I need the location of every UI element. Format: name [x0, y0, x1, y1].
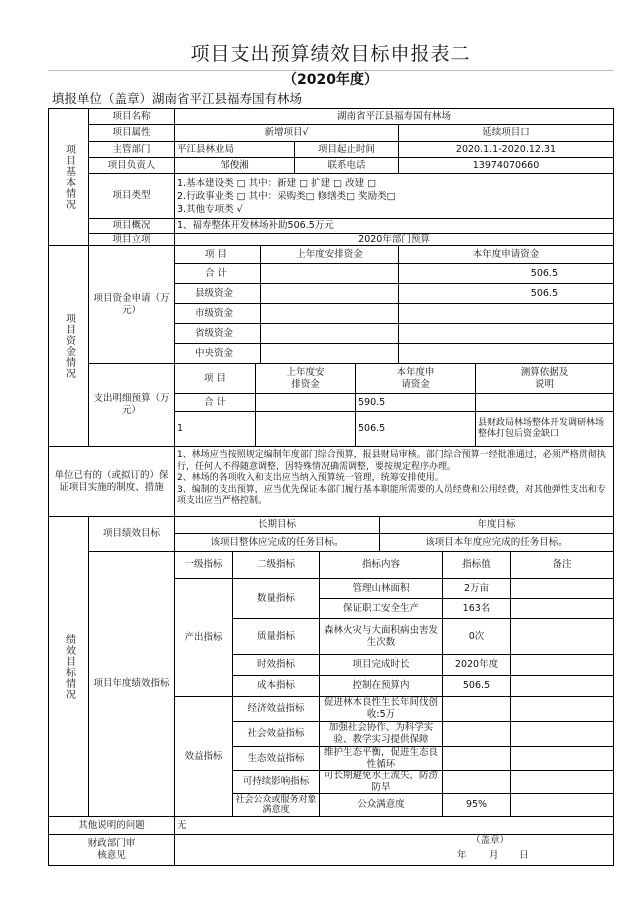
funds-row-label: 省级资金 — [175, 324, 261, 344]
detail-col-item: 项 目 — [175, 364, 256, 394]
h-value: 指标值 — [443, 552, 511, 579]
detail-col-basis: 测算依据及说明 — [476, 364, 614, 394]
indicator-note — [511, 794, 614, 817]
overview-value: 1、福寿整体开发林场补助506.5万元 — [175, 219, 614, 234]
indicator-value: 0次 — [443, 619, 511, 655]
funds-row-last — [261, 344, 399, 364]
funds-col-item: 项 目 — [175, 246, 261, 264]
funds-col-last: 上年度安排资金 — [261, 246, 399, 264]
basis-value: 2020年部门预算 — [175, 234, 614, 246]
detail-row-item: 1 — [175, 412, 256, 447]
indicator-value: 95% — [443, 794, 511, 817]
type-label: 项目类型 — [89, 174, 175, 219]
funds-row-last — [261, 264, 399, 284]
detail-label: 支出明细预算（万元） — [89, 364, 175, 447]
h-content: 指标内容 — [320, 552, 443, 579]
project-attr-new: 新增项目√ — [175, 125, 399, 142]
indicator-value: 506.5 — [443, 676, 511, 697]
indicator-note — [511, 747, 614, 771]
indicator-value — [443, 722, 511, 747]
indicator-note — [511, 722, 614, 747]
finance-review-label: 财政部门审核意见 — [49, 835, 175, 866]
indicator-value — [443, 747, 511, 771]
indicator-content: 保证职工安全生产 — [320, 599, 443, 619]
funds-row-label: 市级资金 — [175, 304, 261, 324]
funds-row-this — [399, 304, 614, 324]
detail-col-this: 本年度申请资金 — [356, 364, 476, 394]
page-title: 项目支出预算绩效目标申报表二 — [190, 43, 471, 65]
funds-row-last — [261, 284, 399, 304]
finance-review-area — [175, 835, 614, 866]
period-value: 2020.1.1-2020.12.31 — [399, 142, 614, 158]
ecological-indicator: 生态效益指标 — [233, 747, 320, 771]
funds-row-label: 中央资金 — [175, 344, 261, 364]
indicator-content: 促进林木良性生长年间伐创收:5万 — [320, 697, 443, 722]
indicator-value — [443, 771, 511, 794]
funds-row-this — [399, 344, 614, 364]
cost-indicator: 成本指标 — [233, 676, 320, 697]
year-subtitle: （2020年度） — [283, 72, 378, 88]
type-options — [175, 174, 614, 219]
seal-text: （盖章） — [471, 835, 510, 846]
indicator-content: 森林火灾与大面积病虫害发生次数 — [320, 619, 443, 655]
overview-label: 项目概况 — [89, 219, 175, 234]
indicator-content: 维护生态平衡，促进生态良性循环 — [320, 747, 443, 771]
project-attr-label: 项目属性 — [89, 125, 175, 142]
type-line-3: 3.其他专项类 √ — [177, 204, 243, 215]
detail-total-value: 590.5 — [356, 394, 476, 412]
indicator-note — [511, 655, 614, 676]
perf-section-label: 绩效目标情况 — [49, 517, 89, 817]
funds-row-this — [399, 324, 614, 344]
basis-label: 项目立项 — [89, 234, 175, 246]
apply-label: 项目资金申请（万元） — [89, 246, 175, 364]
detail-row-last — [256, 412, 356, 447]
indicator-note — [511, 599, 614, 619]
owner-label: 项目负责人 — [89, 158, 175, 174]
indicator-content: 可长期避免水土流失，防涝防旱 — [320, 771, 443, 794]
period-label: 项目起止时间 — [295, 142, 399, 158]
measures-label: 单位已有的（或拟订的）保证项目实施的制度、措施 — [49, 447, 175, 517]
type-line-1: 1.基本建设类 □ 其中：新建 □ 扩建 □ 改建 □ — [177, 178, 377, 189]
annual-indicators-label: 项目年度绩效指标 — [89, 552, 175, 817]
indicator-content: 加强社会协作、为科学实验、教学实习提供保障 — [320, 722, 443, 747]
funds-row-label: 合 计 — [175, 264, 261, 284]
reporting-unit: 填报单位（盖章）湖南省平江县福寿国有林场 — [52, 91, 303, 106]
detail-total-last — [256, 394, 356, 412]
funds-col-this: 本年度申请资金 — [399, 246, 614, 264]
long-term-head: 长期目标 — [175, 517, 380, 534]
indicator-note — [511, 619, 614, 655]
timeliness-indicator: 时效指标 — [233, 655, 320, 676]
goal-label: 项目绩效目标 — [89, 517, 175, 552]
other-notes-value: 无 — [175, 817, 614, 835]
detail-total-label: 合 计 — [175, 394, 256, 412]
measures-text — [175, 447, 614, 517]
indicator-content: 项目完成时长 — [320, 655, 443, 676]
measures-para: 2、林场的各项收入和支出应当纳入预算统一管理，统筹安排使用。 — [177, 473, 444, 483]
detail-row-basis: 县财政局林场整体开发调研林场整体打包后资金缺口 — [476, 412, 614, 447]
indicator-note — [511, 676, 614, 697]
funds-row-this: 506.5 — [399, 284, 614, 304]
h-level1: 一级指标 — [175, 552, 233, 579]
indicator-content: 公众满意度 — [320, 794, 443, 817]
date-month: 月 — [489, 850, 499, 861]
indicator-note — [511, 697, 614, 722]
detail-col-last: 上年度安排资金 — [256, 364, 356, 394]
phone-label: 联系电话 — [295, 158, 399, 174]
h-note: 备注 — [511, 552, 614, 579]
social-indicator: 社会效益指标 — [233, 722, 320, 747]
funds-row-this: 506.5 — [399, 264, 614, 284]
funds-row-last — [261, 304, 399, 324]
long-term-value: 该项目整体应完成的任务目标。 — [175, 534, 380, 552]
dept-label: 主管部门 — [89, 142, 175, 158]
indicator-value — [443, 697, 511, 722]
date-day: 日 — [519, 850, 529, 861]
economic-indicator: 经济效益指标 — [233, 697, 320, 722]
funds-section-label: 项目资金情况 — [49, 246, 89, 447]
indicator-note — [511, 771, 614, 794]
measures-para: 1、林场应当按照规定编制年度部门综合预算，报县财局审核。部门综合预算一经批准通过，必须严格贯彻执行，任何人不得随意调整，因特殊情况确需调整，要按规定程序办理。 — [177, 450, 606, 472]
type-line-2: 2.行政事业类 □ 其中：采购类□ 修缮类□ 奖励类□ — [177, 191, 396, 202]
annual-goal-head: 年度目标 — [380, 517, 614, 534]
quality-indicator: 质量指标 — [233, 619, 320, 655]
form-table — [48, 108, 614, 866]
dept-value: 平江县林业局 — [175, 142, 295, 158]
basic-section-label: 项目基本情况 — [49, 109, 89, 246]
funds-row-last — [261, 324, 399, 344]
detail-row-value: 506.5 — [356, 412, 476, 447]
project-name-label: 项目名称 — [89, 109, 175, 125]
owner-value: 邹俊湘 — [175, 158, 295, 174]
benefit-indicator: 效益指标 — [175, 697, 233, 817]
project-name-value: 湖南省平江县福寿国有林场 — [175, 109, 614, 125]
phone-value: 13974070660 — [399, 158, 614, 174]
funds-row-label: 县级资金 — [175, 284, 261, 304]
quantity-indicator: 数量指标 — [233, 579, 320, 619]
date-year: 年 — [457, 850, 467, 861]
indicator-value: 2万亩 — [443, 579, 511, 599]
sustainability-indicator: 可持续影响指标 — [233, 771, 320, 794]
indicator-value: 163名 — [443, 599, 511, 619]
project-attr-continue: 延续项目口 — [399, 125, 614, 142]
output-indicator: 产出指标 — [175, 579, 233, 697]
measures-para: 3、编制的支出预算，应当优先保证本部门履行基本职能所需要的人员经费和公用经费，对其他弹性支出和专项支出应当严格控制。 — [177, 484, 606, 506]
other-notes-label: 其他说明的问题 — [49, 817, 175, 835]
indicator-content: 控制在预算内 — [320, 676, 443, 697]
annual-goal-value: 该项目本年度应完成的任务目标。 — [380, 534, 614, 552]
indicator-note — [511, 579, 614, 599]
indicator-value: 2020年度 — [443, 655, 511, 676]
satisfaction-indicator: 社会公众或服务对象满意度 — [233, 794, 320, 817]
indicator-content: 管理山林面积 — [320, 579, 443, 599]
h-level2: 二级指标 — [233, 552, 320, 579]
detail-total-basis — [476, 394, 614, 412]
